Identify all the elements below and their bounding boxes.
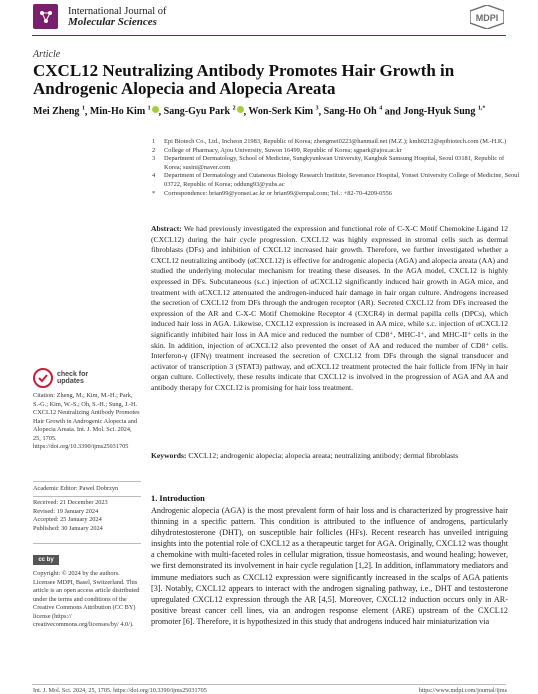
mdpi-logo (470, 5, 504, 29)
header-divider (32, 35, 506, 36)
orcid-icon[interactable] (237, 106, 244, 113)
footer-journal-link[interactable]: https://www.mdpi.com/journal/ijms (418, 687, 507, 694)
article-title: CXCL12 Neutralizing Antibody Promotes Hair Growth in Androgenic Alopecia and Alopecia Areata (33, 61, 455, 98)
keywords-label: Keywords: (151, 451, 187, 460)
check-updates-label: check for updates (57, 370, 89, 385)
journal-name-line2: Molecular Sciences (68, 16, 157, 28)
author[interactable]: Mei Zheng $^1$ (33, 106, 85, 118)
molecule-icon (36, 7, 56, 27)
copyright: Copyright: © 2024 by the authors. Licensee MDPI, Basel, Switzerland. This article is an open access article distributed under the terms and conditions of the Creative Commons Attribution (CC BY) license (https:// creativecommons.org/licenses/by/ 4.0/). (33, 570, 140, 628)
journal-name (68, 6, 167, 28)
keywords-text: CXCL12; androgenic alopecia; alopecia areata; neutralizing antibody; dermal fibroblasts (188, 451, 459, 460)
orcid-icon[interactable] (152, 106, 159, 113)
abstract-label: Abstract: (151, 224, 182, 233)
check-for-updates-button[interactable] (33, 367, 141, 389)
abstract (151, 224, 508, 394)
citation: Citation: Zheng, M.; Kim, M.-H.; Park, S.-G.; Kim, W.-S.; Oh, S.-H.; Sung, J.-H. CXCL12 Neutralizing Antibody Promotes Hair Growth in Androgenic Alopecia and Alopecia Areata. Int. J. Mol. Sci. 2024, 25, 1705. https://doi.org/10.3390/ijms25031705 (33, 392, 140, 450)
author-list: Mei Zheng $^1$, Min-Ho Kim $^1$ , Sang-Gyu Park $^2$ , Won-Serk Kim $^3$, Sang-Ho Oh $^4$ and Jong-Hyuk Sung $^{1,*}$ (33, 106, 486, 118)
author[interactable]: Sang-Gyu Park $^2$ (164, 106, 244, 117)
section-heading: 1. Introduction (151, 494, 205, 503)
keywords (151, 451, 508, 461)
introduction-text: Androgenic alopecia (AGA) is the most prevalent form of hair loss and is characterized by progressive hair thinning in a specific pattern. This condition is attributed to the influence of androgens, particularly dihydrotestosterone (DHT), on susceptible hair follicles (HFs). Recent research has unveiled intriguing insights into the potential role of CXCL12 as a therapeutic target for AGA. Originally, CXCL12 was thought a chemokine with multi-faceted roles in cellular migration, tissue homeostasis, and wound healing; however, we first demonstrated its involvement in hair cycle regulation [1,2]. In addition, inflammatory mediators and immune mediators such as CXCL12 expression were significantly increased in the scalps of AGA patients [3]. Notably, CXCL12 appears to interact with the androgen signaling pathway, i.e., DHT and testosterone upregulated CXCL12 expression through the AR [4,5]. Moreover, CXCL12 induction occurs only in AR-positive breast cancer cell lines, via an androgen response element (ARE) upstream of the CXCL12 promoter [6]. Therefore, it is hypothesized in this study that androgens induced hair miniaturization via (151, 506, 508, 626)
publication-dates (33, 499, 141, 533)
affiliation: 1 Epi Biotech Co., Ltd., Incheon 21983, Republic of Korea; zhengmei0223@hanmail.net (M.Z.); kmh0212@epibiotech.com (M.-H.K.) (152, 138, 507, 145)
author[interactable]: Jong-Hyuk Sung $^{1,*}$ (403, 106, 486, 118)
correspondence: * Correspondence: brian99@yonsei.ac.kr or brian99@empal.com; Tel.: +82-70-4209-0556 (152, 189, 392, 197)
article-type: Article (33, 49, 61, 60)
footer-citation[interactable]: Int. J. Mol. Sci. 2024, 25, 1705. https://doi.org/10.3390/ijms25031705 (33, 687, 207, 694)
sidebar-divider (33, 481, 141, 482)
author[interactable]: Min-Ho Kim $^1$ (90, 106, 159, 117)
check-updates-icon (33, 368, 53, 388)
academic-editor: Academic Editor: Pawel Dobrzyn (33, 485, 119, 492)
cc-license-badge[interactable]: cc by (33, 555, 59, 565)
journal-logo (33, 4, 58, 29)
author[interactable]: Won-Serk Kim $^3$ (248, 106, 319, 118)
footer-divider (32, 684, 506, 685)
affiliation: 2 College of Pharmacy, Ajou University, Suwon 16499, Republic of Korea; sgpark@ajou.ac.kr (152, 146, 402, 154)
date-accepted: Accepted: 25 January 2024 (33, 516, 102, 523)
sidebar-divider (33, 496, 141, 497)
affiliation: 4 Department of Dermatology and Cutaneous Biology Research Institute, Severance Hospital, Yonsei University College of Medicine, Seoul 03722, Republic of Korea; oddung93@yuhs.ac (152, 172, 520, 188)
abstract-text: We had previously investigated the expression and functional role of C-X-C Motif Chemokine Ligand 12 (CXCL12) during the hair cycle progression. CXCL12 was highly expressed in stromal cells such as dermal fibroblasts (DFs) and inhibition of CXCL12 increased hair growth. Therefore, we further investigated whether a CXCL12 neutralizing antibody (αCXCL12) is effective for androgenic alopecia (AGA) and alopecia areata (AA) and studied the underlying molecular mechanism for treating these diseases. In the AGA model, CXCL12 is highly expressed in DFs. Subcutaneous (s.c.) injection of αCXCL12 significantly induced hair growth in AGA mice, and treatment with αCXCL12 attenuated the androgen-induced hair damage in hair organ culture. Androgens increased the secretion of CXCL12 from DFs through the androgen receptor (AR). Secreted CXCL12 from DFs increased the expression of the AR and C-X-C Motif Chemokine Receptor 4 (CXCR4) in dermal papilla cells (DPCs), which induced hair loss in AGA. Likewise, CXCL12 expression is increased in AA mice, while s.c. injection of αCXCL12 significantly inhibited hair loss in AA mice and reduced the number of CD8⁺, MHC-I⁺, and MHC-II⁺ cells in the skin. In addition, injection of αCXCL12 also prevented the onset of AA and reduced the number of CD8⁺ cells. Interferon-γ (IFNγ) treatment increased the secretion of CXCL12 from DFs through the signal transducer and activator of transcription 3 (STAT3) pathway, and αCXCL12 treatment protected the hair follicle from IFNγ in hair organ culture. Collectively, these results indicate that CXCL12 is involved in the progression of AGA and AA and antibody therapy for CXCL12 is promising for hair loss treatment. (151, 224, 508, 392)
sidebar-divider (33, 543, 141, 544)
date-received: Received: 21 December 2023 (33, 499, 108, 506)
date-revised: Revised: 19 January 2024 (33, 507, 99, 515)
mdpi-logo-text: MDPI (475, 13, 499, 23)
journal-name-line1: International Journal of (68, 6, 167, 17)
date-published: Published: 30 January 2024 (33, 524, 103, 532)
author[interactable]: Sang-Ho Oh $^4$ (323, 106, 383, 118)
affiliation: 3 Department of Dermatology, School of Medicine, Sungkyunkwan University, Kangbuk Samsung Hospital, Seoul 03181, Republic of Korea; susini@naver.com (152, 155, 505, 171)
affiliations (152, 138, 522, 198)
